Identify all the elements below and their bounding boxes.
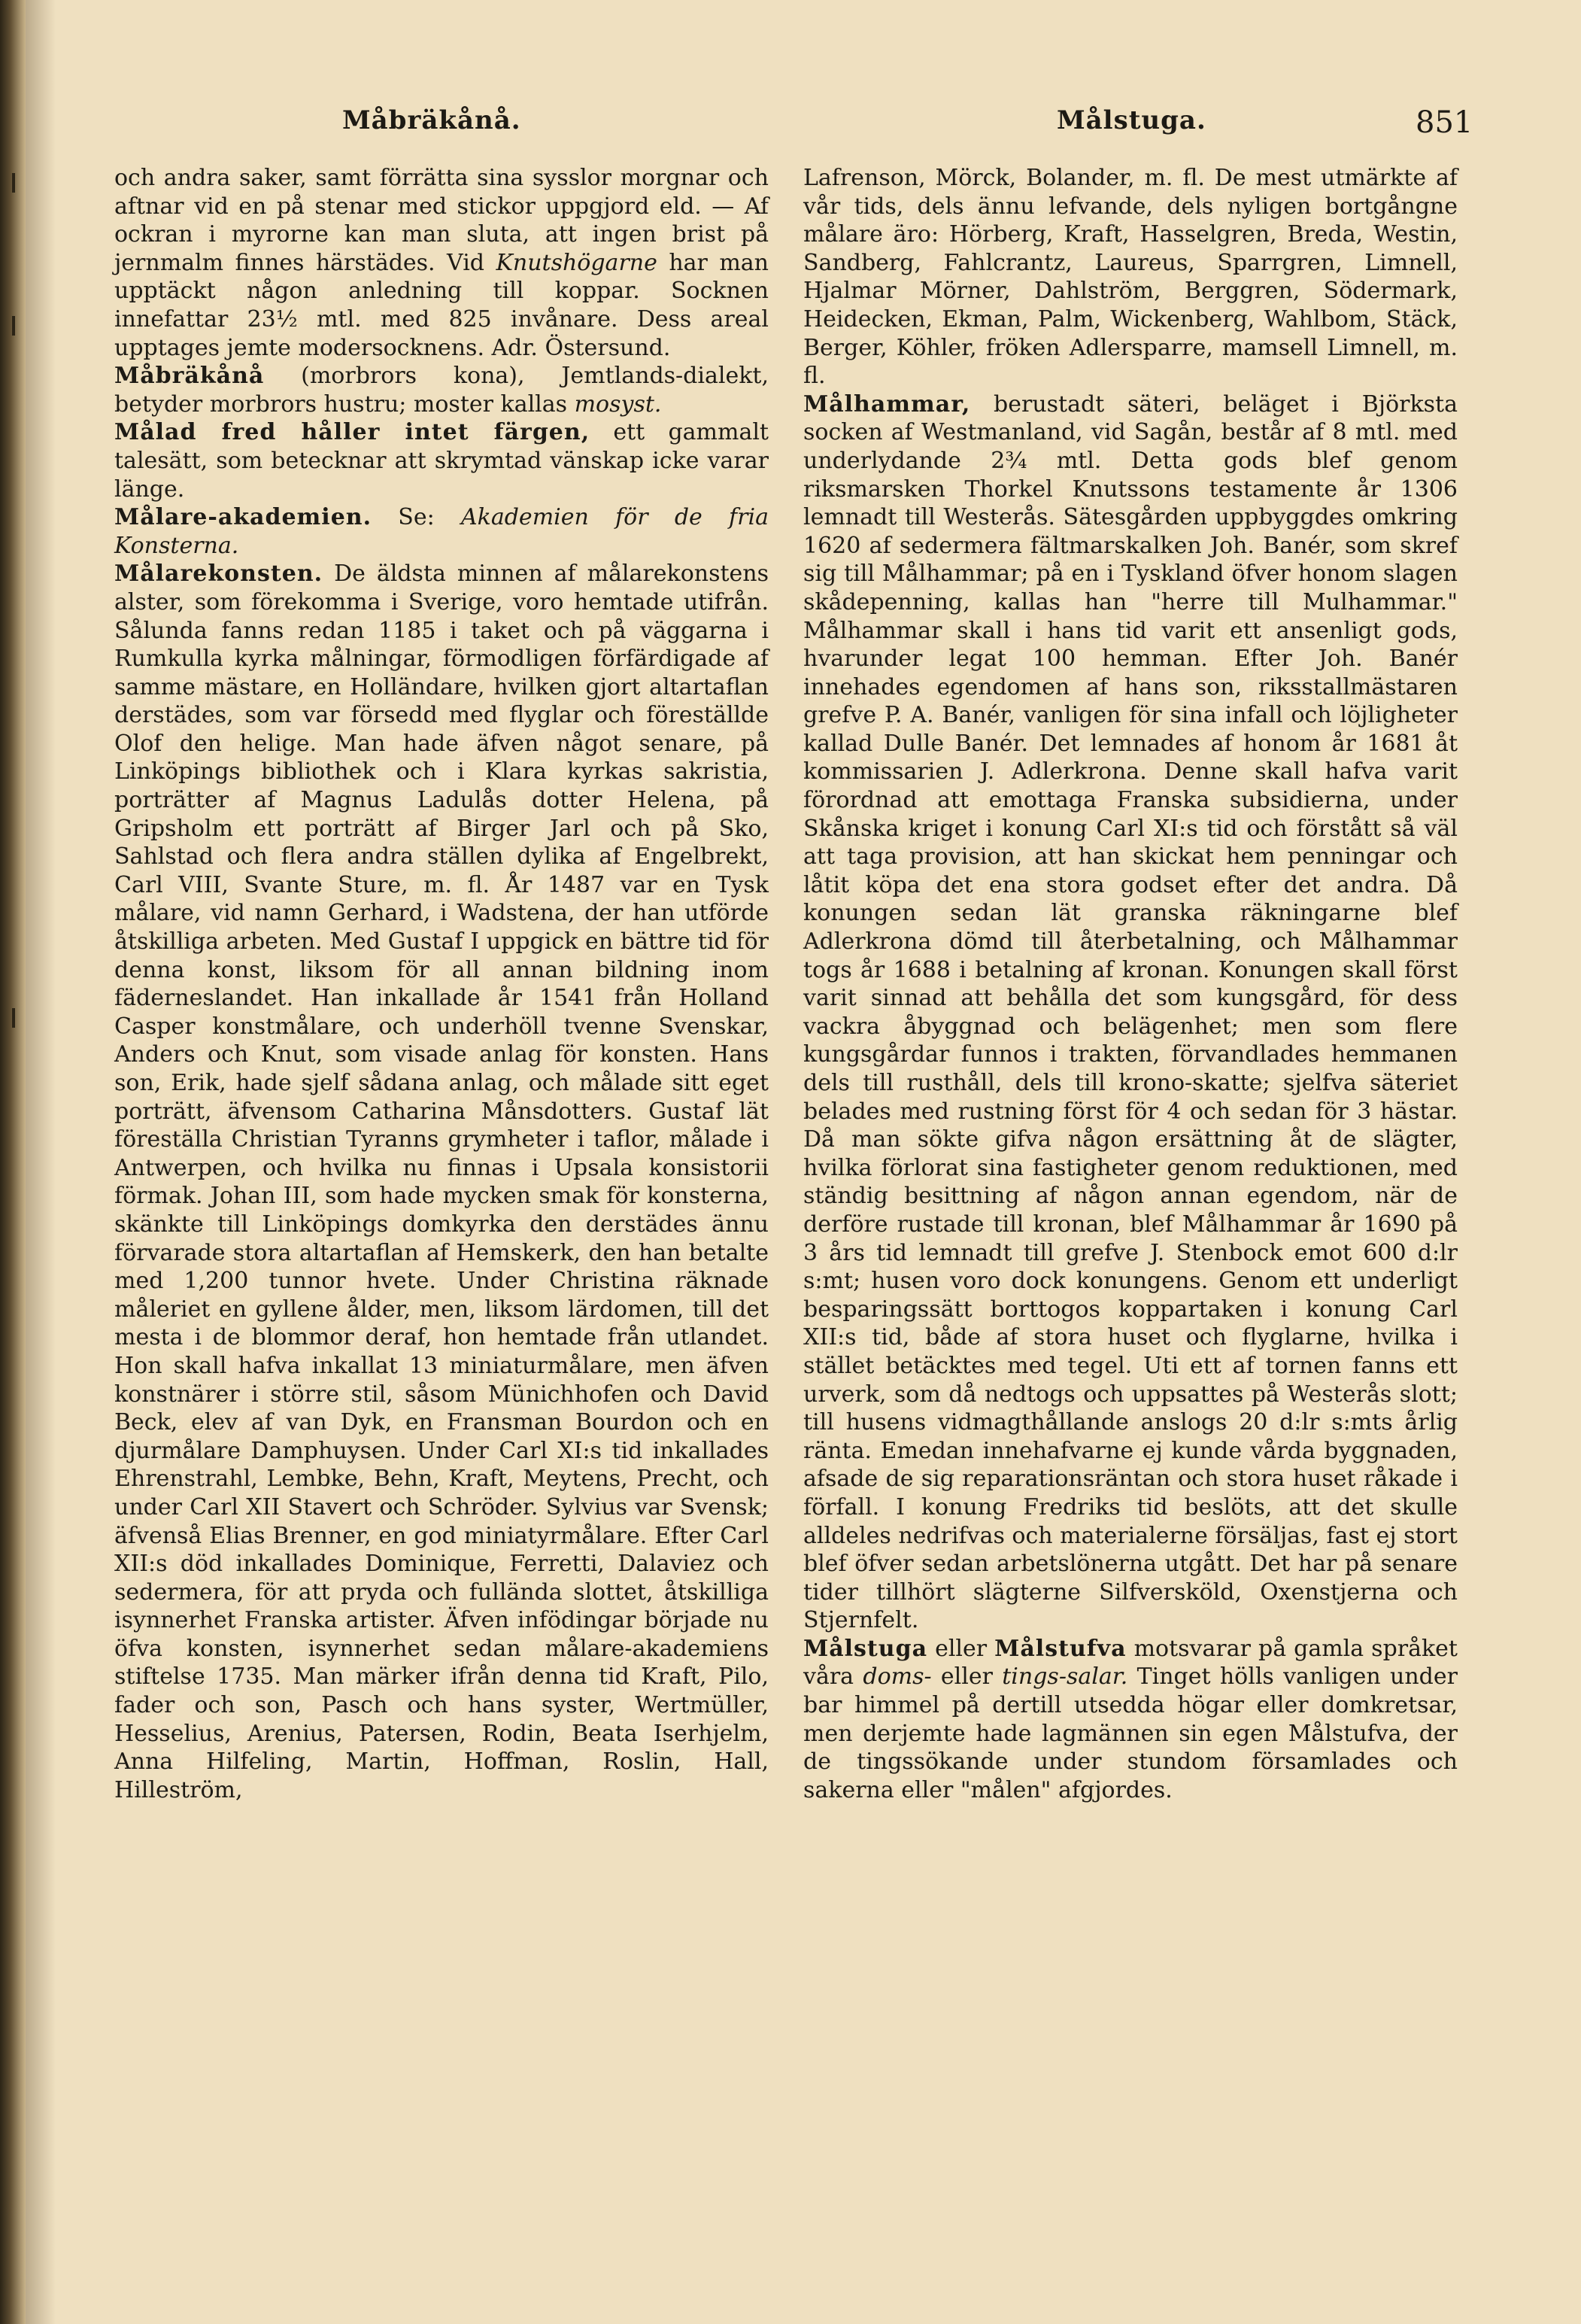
page-number: 851 <box>1416 105 1473 140</box>
entry-malstuga: Målstuga eller Målstufva motsvarar på gamla språket våra doms- eller tings-salar. Tinget hölls vanligen under bar himmel på dertill utsedda högar eller domkretsar, men derjemte hade lagmännen sin egen Målstufva, der de tingssökande under stundom församlades och sakerna eller "målen" afgjordes. <box>803 1635 1458 1803</box>
entry-malhammar: Målhammar, berustadt säteri, beläget i Björksta socken af Westmanland, vid Sagån, består af 8 mtl. med underlydande 2¾ mtl. Detta gods blef genom riksmarsken Thorkel Knutssons testamente år 1306 lemnadt till Westerås. Sätesgården uppbyggdes omkring 1620 af sedermera fältmarskalken Joh. Banér, som skref sig till Målhammar; på en i Tyskland öfver honom slagen skådepenning, kallas han "herre till Mulhammar." Målhammar skall i hans tid varit ett ansenligt gods, hvarunder legat 100 hemman. Efter Joh. Banér innehades egendomen af hans son, riksstallmästaren grefve P. A. Banér, vanligen för sina infall och löjligheter kallad Dulle Banér. Det lemnades af honom år 1681 åt kommissarien J. Adlerkrona. Denne skall hafva varit förordnad att emottaga Franska subsidierna, under Skånska kriget i konung Carl XI:s tid och förstått så väl att taga provision, att han skickat hem penningar och låtit köpa det ena stora godset efter det andra. Då konungen sedan lät granska räkningarne blef Adlerkrona dömd till återbetalning, och Målhammar togs år 1688 i betalning af kronan. Konungen skall först varit sinnad att behålla det som kungsgård, för dess vackra åbyggnad och belägenhet; men som flere kungsgårdar funnos i trakten, förvandlades hemmanen dels till rusthåll, dels till krono-skatte; sjelfva säteriet belades med rustning först för 4 och sedan för 3 hästar. Då man sökte gifva någon ersättning åt de slägter, hvilka förlorat sina fastigheter genom reduktionen, med ständig besittning af någon annan egendom, när de derföre rustade till kronan, blef Målhammar år 1690 på 3 års tid lemnadt till grefve J. Stenbock emot 600 d:lr s:mt; husen voro dock konungens. Genom ett underligt besparingssätt borttogos koppartaken i konung Carl XII:s tid, både af stora huset och flyglarne, hvilka i stället betäcktes med tegel. Uti ett af tornen fanns ett urverk, som då nedtogs och uppsattes på Westerås slott; till husens vidmagthållande anslogs 20 d:lr s:mts årlig ränta. Emedan innehafvarne ej kunde vårda byggnaden, afsade de sig reparationsräntan och stora huset råkade i förfall. I konung Fredriks tid beslöts, att det skulle alldeles nedrifvas och materialerne försäljas, fast ej stort blef öfver sedan arbetslönerna utgått. Det har på senare tider tillhört slägterne Silfversköld, Oxenstjerna och Stjernfelt. <box>803 390 1458 1634</box>
entry-mabrakana: Måbräkånå (morbrors kona), Jemtlands-dialekt, betyder morbrors hustru; moster kallas mosyst. <box>114 363 769 418</box>
entry-continuation: Lafrenson, Mörck, Bolander, m. fl. De mest utmärkte af vår tids, dels ännu lefvande, dels nyligen bortgångne målare äro: Hörberg, Kraft, Hasselgren, Breda, Westin, Sandberg, Fahlcrantz, Laureus, Sparrgren, Limnell, Hjalmar Mörner, Dahlström, Berggren, Södermark, Heidecken, Ekman, Palm, Wickenberg, Wahlbom, Stäck, Berger, Köhler, fröken Adlersparre, mamsell Limnell, m. fl. <box>803 165 1458 390</box>
right-column <box>803 164 1458 1804</box>
margin-mark <box>12 173 15 193</box>
running-head-right: Målstuga. <box>1057 105 1206 135</box>
left-column <box>114 164 769 1804</box>
book-spine <box>0 0 26 2324</box>
margin-mark <box>12 1008 15 1028</box>
gutter-shadow <box>26 0 56 2324</box>
entry-malare-akademien: Målare-akademien. Se: Akademien för de fria Konsterna. <box>114 504 769 559</box>
entry-malarekonsten: Målarekonsten. De äldsta minnen af målarekonstens alster, som förekomma i Sverige, voro hemtade utifrån. Sålunda fanns redan 1185 i taket och på väggarna i Rumkulla kyrka målningar, förmodligen förfärdigade af samme mästare, en Holländare, hvilken gjort altartaflan derstädes, som var försedd med flyglar och föreställde Olof den helige. Man hade äfven något senare, på Linköpings bibliothek och i Klara kyrkas sakristia, porträtter af Magnus Ladulås dotter Helena, på Gripsholm ett porträtt af Birger Jarl och på Sko, Sahlstad och flera andra ställen dylika af Engelbrekt, Carl VIII, Svante Sture, m. fl. År 1487 var en Tysk målare, vid namn Gerhard, i Wadstena, der han utförde åtskilliga arbeten. Med Gustaf I uppgick en bättre tid för denna konst, liksom för all annan bildning inom fäderneslandet. Han inkallade år 1541 från Holland Casper konstmålare, och underhöll tvenne Svenskar, Anders och Knut, som visade anlag för konsten. Hans son, Erik, hade sjelf sådana anlag, och målade sitt eget porträtt, äfvensom Catharina Månsdotters. Gustaf lät föreställa Christian Tyranns grymheter i taflor, målade i Antwerpen, och hvilka nu finnas i Upsala konsistorii förmak. Johan III, som hade mycken smak för konsterna, skänkte till Linköpings domkyrka den derstädes ännu förvarade stora altartaflan af Hemskerk, den han betalte med 1,200 tunnor hvete. Under Christina räknade måleriet en gyllene ålder, men, liksom lärdomen, till det mesta i de blommor deraf, hon hemtade från utlandet. Hon skall hafva inkallat 13 miniaturmålare, men äfven konstnärer i större stil, såsom Münichhofen och David Beck, elev af van Dyk, en Fransman Bourdon och en djurmålare Damphuysen. Under Carl XI:s tid inkallades Ehrenstrahl, Lembke, Behn, Kraft, Meytens, Precht, och under Carl XII Stavert och Schröder. Sylvius var Svensk; äfvenså Elias Brenner, en god miniatyrmålare. Efter Carl XII:s död inkallades Dominique, Ferretti, Dalaviez och sedermera, för att pryda och fullända slottet, åtskilliga isynnerhet Franska artister. Äfven infödingar började nu öfva konsten, isynnerhet sedan målare-akademiens stiftelse 1735. Man märker ifrån denna tid Kraft, Pilo, fader och son, Pasch och hans syster, Wertmüller, Hesselius, Arenius, Patersen, Rodin, Beata Iserhjelm, Anna Hilfeling, Martin, Hoffman, Roslin, Hall, Hilleström, <box>114 560 769 1803</box>
running-head-left: Måbräkånå. <box>342 105 521 135</box>
entry-malad-fred: Målad fred håller intet färgen, ett gammalt talesätt, som betecknar att skrymtad vänskap icke varar länge. <box>114 419 769 503</box>
entry-continuation: och andra saker, samt förrätta sina sysslor morgnar och aftnar vid en på stenar med stickor uppgjord eld. — Af ockran i myrorne kan man sluta, att ingen brist på jernmalm finnes härstädes. Vid Knutshögarne har man upptäckt någon anledning till koppar. Socknen innefattar 23½ mtl. med 825 invånare. Dess areal upptages jemte modersocknens. Adr. Östersund. <box>114 165 769 361</box>
margin-mark <box>12 316 15 336</box>
